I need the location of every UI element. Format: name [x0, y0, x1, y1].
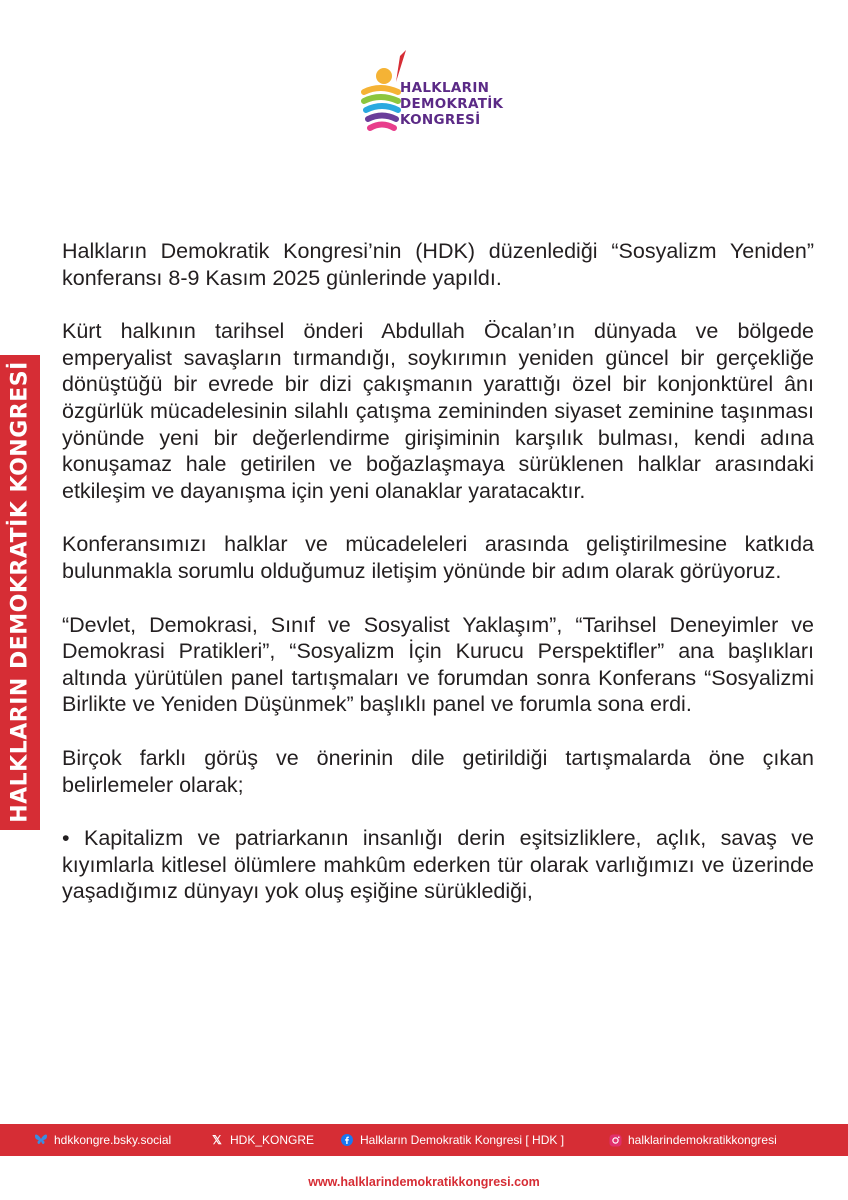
instagram-icon — [608, 1133, 622, 1147]
logo-line-1: HALKLARIN — [400, 80, 490, 96]
website-link[interactable]: www.halklarindemokratikkongresi.com — [308, 1175, 540, 1189]
instagram-handle: halklarindemokratikkongresi — [628, 1133, 777, 1147]
paragraph-2: Kürt halkının tarihsel önderi Abdullah Öcalan’ın dünyada ve bölgede emperyalist savaşların tırmandığı, soykırımın yeniden güncel bir gerçekliğe dönüştüğü bir evrede bir dizi çakışmanın yarattığı özel bir konjonktürel ânı özgürlük mücadelesinin silahlı çatışma zemininden siyaset zeminine taşınması yönünde yeni bir değerlendirme girişiminin karşılık bulması, kendi adına konuşamaz hale getirilen ve boğazlaşmaya sürüklenen halklar arasındaki etkileşim ve dayanışma için yeni olanaklar yaratacaktır. — [62, 319, 814, 503]
paragraph-3: Konferansımızı halklar ve mücadeleleri arasında geliştirilmesine katkıda bulunmakla sorumlu olduğumuz iletişim yönünde bir adım olarak görüyoruz. — [62, 532, 814, 583]
paragraph-6: • Kapitalizm ve patriarkanın insanlığı derin eşitsizliklere, açlık, savaş ve kıyımlarla kitlesel ölümlere mahkûm ederken tür olarak varlığımızı ve üzerinde yaşadığımız dünyayı yok oluş eşiğine sürüklediği, — [62, 826, 814, 904]
x-handle: HDK_KONGRE — [230, 1133, 315, 1147]
facebook-link[interactable] — [340, 1133, 564, 1147]
bluesky-icon — [34, 1133, 48, 1147]
paragraph-5: Birçok farklı görüş ve önerinin dile getirildiği tartışmalarda öne çıkan belirlemeler olarak; — [62, 745, 814, 797]
paragraph-4: “Devlet, Demokrasi, Sınıf ve Sosyalist Yaklaşım”, “Tarihsel Deneyimler ve Demokrasi Pratikleri”, “Sosyalizm İçin Kurucu Perspektifler” ana başlıkları altında yürütülen panel tartışmaları ve forumdan sonra Konferans “Sosyalizmi Birlikte ve Yeniden Düşünmek” başlıklı panel ve forumla sona erdi. — [62, 612, 814, 717]
statement-body — [62, 238, 814, 932]
facebook-page: Halkların Demokratik Kongresi [ HDK ] — [360, 1133, 565, 1147]
bluesky-link[interactable] — [34, 1133, 171, 1147]
instagram-link[interactable] — [608, 1133, 777, 1147]
x-link[interactable] — [210, 1133, 314, 1147]
facebook-icon — [340, 1133, 354, 1147]
x-icon: 𝕏 — [212, 1133, 222, 1147]
footer-social-bar — [0, 1124, 848, 1156]
logo-wordmark — [400, 80, 503, 128]
logo-line-2: DEMOKRATİK — [400, 96, 504, 112]
paragraph-1: Halkların Demokratik Kongresi’nin (HDK) düzenlediği “Sosyalizm Yeniden” konferansı 8-9 Kasım 2025 günlerinde yapıldı. — [62, 239, 814, 290]
bluesky-handle: hdkkongre.bsky.social — [54, 1133, 172, 1147]
side-banner-label: HALKLARIN DEMOKRATİK KONGRESİ — [7, 361, 33, 823]
logo-line-3: KONGRESİ — [400, 112, 481, 128]
